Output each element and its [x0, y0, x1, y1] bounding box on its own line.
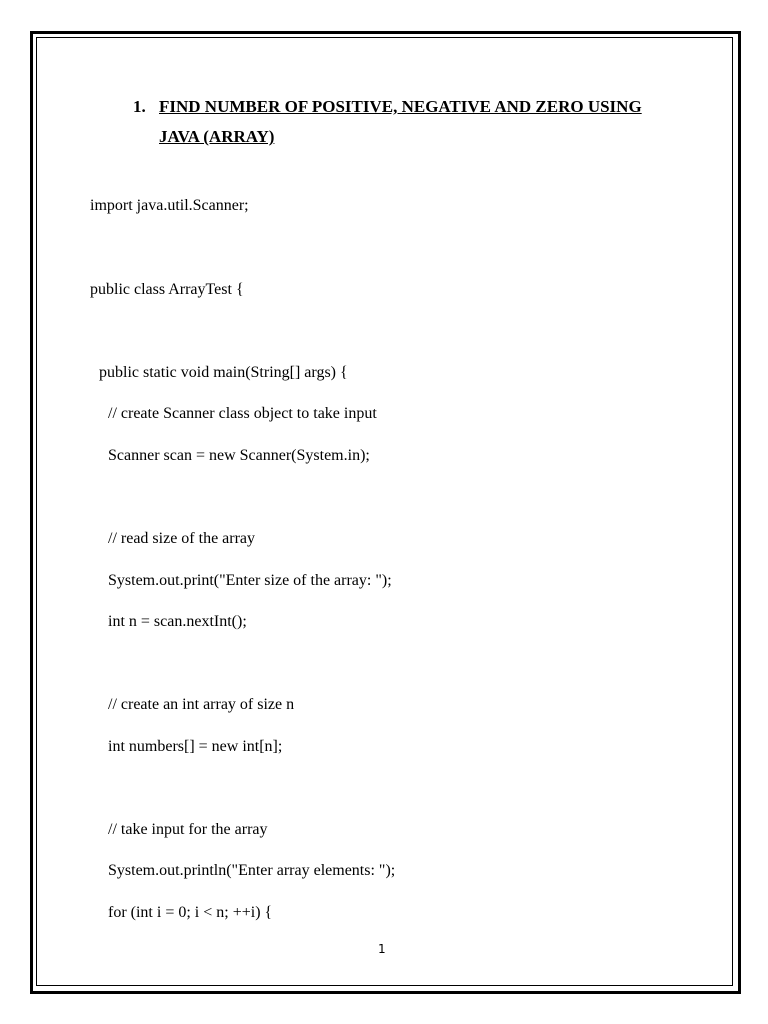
code-line: public static void main(String[] args) { — [99, 364, 348, 381]
code-comment: // take input for the array — [108, 821, 268, 838]
page-border-inner — [36, 37, 733, 986]
code-comment: // read size of the array — [108, 530, 256, 547]
code-line: public class ArrayTest { — [90, 281, 244, 298]
code-comment: // create Scanner class object to take input — [108, 405, 377, 422]
code-line: int n = scan.nextInt(); — [108, 613, 247, 630]
code-line: import java.util.Scanner; — [90, 197, 249, 214]
code-line: System.out.print("Enter size of the array: "); — [108, 572, 392, 589]
code-line: for (int i = 0; i < n; ++i) { — [108, 904, 273, 921]
heading-title-line-1: FIND NUMBER OF POSITIVE, NEGATIVE AND ZERO USING — [159, 97, 642, 116]
code-line: System.out.println("Enter array elements: "); — [108, 862, 396, 879]
code-comment: // create an int array of size n — [108, 696, 295, 713]
code-line: int numbers[] = new int[n]; — [108, 738, 283, 755]
heading-title-line-2: JAVA (ARRAY) — [159, 127, 275, 146]
code-line: Scanner scan = new Scanner(System.in); — [108, 447, 370, 464]
page-number: 1 — [378, 942, 386, 956]
heading-title — [159, 92, 679, 152]
heading-number: 1. — [133, 97, 146, 116]
